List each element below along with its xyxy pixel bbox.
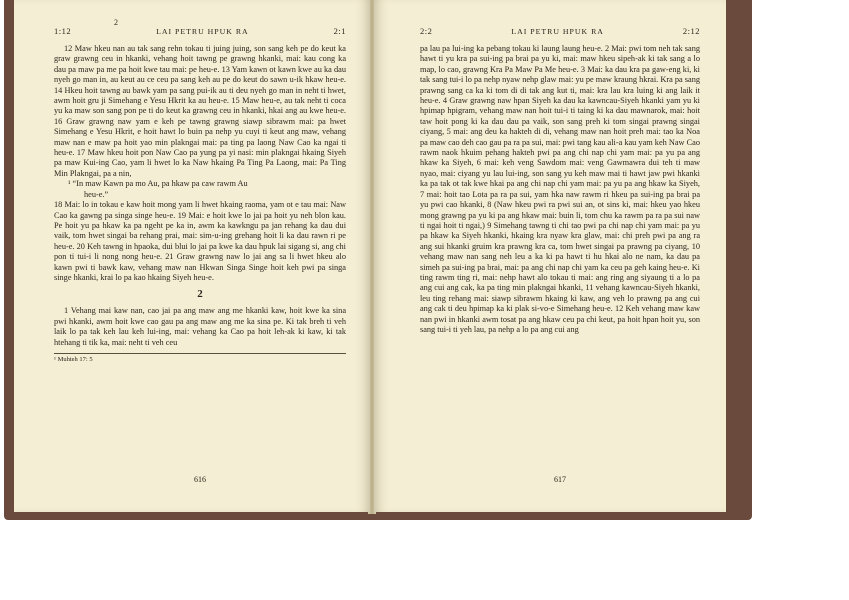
right-header-ref-start: 2:2 — [420, 26, 433, 36]
left-page — [14, 0, 370, 512]
footnote: ¹ Muhteh 17: 5 — [54, 355, 93, 363]
paragraph: pa lau pa lui-ing ka pebang tokau ki laung laung heu-e. 2 Mai: pwi tom neh tak sang hawt ti yu kra pa sui-ing pa brai pa yu ki, mai: maw hkeu sipeh-ak ki tak sang a lo map, lo cao, grawng Kra Pa Maw Pa Me heu-e. 3 Mai: ka dau kra pa gaw-eng ki, ki tak sang tui-i lo pa nehp nyaw nehp glaw mai: yu pe maw kraung hkrai. Kra pa sang prawng sang ca ka ki tom di di tak ang kut ti, mai: kra lau kra luing ki ang laik it heu-e. 4 Graw grawng naw hpan Siyeh ka dau ka kawncau-Siyeh hkanki yam yu ki hpimap hpigram, vehang maw nan hoit tui-i ti taing ki ka dau mawnarok, mai: hoit taw hoit pong ki ka dau dau pa vaik, son sang preh ki tom singai prawng singai ciyang, 5 mai: ang deu ka hakteh di di, vehang maw nan hoit preh mai: tao ka Noa pa maw cao deh cao gau pa ra pa sui, mai: pwi tang kau ali-a kau yam keh Naw Cao rawm naok hkuim pehang hakteh pwi pa ang chi nap chi yam mai: pa yu pa ang hkaw ka Siyeh, 6 mai: keh veng Sawdom mai: veng Gawmawra dui teh ti maw nyao, mai: ciyang yu lau lui-ing, son sang yu keh maw mai ti hawt jaw pwi hkanki ka pa tak ot tak kwe hkai pa ang chi nap chi yam mai: pa yu pa ang hkaw ka Siyeh, 7 mai: hoit tao Lota pa ra pa sui, yam hka naw rawm ri hkeu pa sui-ing pa brai pa yu pwi cao hkanki, 8 (Naw hkeu pwi ra pwi sui an, ot sins ki, mai: hkeu yao hkeu mong grawng pa yu ki pa ang hkaw mai: buin li, tom chu ka rawm pa ra pa sui naw ti ngai hoit ti ngai,) 9 Simehang tawng ti chi tao pwi pa chi nap chi yam mai: pa yu pa hkaw ka Siyeh hkanki, hkaing kra nyaw kra glaw, mai: chi preh pwi pa ang ra ang sui hkanki gruim kra prawng kra ca, tom hwet singai pa prawng pa ciyang, 10 vehang maw nan sang neh leu a ka ki pa hawt ti hu hkai alo ne nam, ka dau pa simeh pa sui-ing pa brai, mai: pa ang chi nap chi yam ka ceu pa geh kaing heu-e. Ki ting rawm ting ri, mai: nehp hawt alo tokau ti mai: ang ring ang siyaung ti a lo pa ang cui ang cak, ka pa ting min plakngai hkanki, 11 vehang kawncau-Siyeh hkanki, leu ting rehang mai: siawp sibrawm hkaing ki kaw, ang veh lo prawng pa ang cui ang cak ti deu hpimap ka ki plak si-vo-e Simehang heu-e. 12 Keh vehang maw kaw nan pwi in hkanki awm tosat pa ang hkaw ceu pa chi keut, pa hoit hpan hoit yu, son sang tui-i ti yeh lau, pa nehp a lo pa ang cui ang — [420, 44, 700, 334]
left-body-text — [54, 44, 346, 363]
right-body-text — [420, 44, 700, 335]
page-number: 616 — [194, 475, 206, 484]
left-header-ref-start: 1:12 — [54, 26, 72, 36]
right-header-ref-end: 2:12 — [682, 26, 700, 36]
left-header-title: LAI PETRU HPUK RA — [156, 27, 249, 36]
footnote-divider — [54, 353, 346, 354]
page-mark: 2 — [114, 18, 118, 27]
right-running-header — [420, 26, 700, 36]
right-page — [374, 0, 726, 512]
quote-line: heu-e.” — [84, 189, 109, 199]
page-number: 617 — [554, 475, 566, 484]
left-running-header — [54, 26, 346, 36]
quote-line: ¹ “In maw Kawn pa mo Au, pa hkaw pa caw rawm Au — [68, 179, 248, 189]
paragraph: 1 Vehang mai kaw nan, cao jai pa ang maw ang me hkanki kaw, hoit kwe ka sina pwi hkanki, awm hoit kwe cao gau pa ang maw ang me ka sina pe. Ki tak breh ti veh laik lo pa tak keh lau keh lui-ing, mai: vehang ka Cao pa hoit leh-ak ki kaw, ki tak htehang ti tik ka, mai: neht ti veh ceu — [54, 306, 346, 347]
paragraph: 18 Mai: lo in tokau e kaw hoit mong yam li hwet hkaing raoma, yam ot e tau mai: Naw Cao ka gawng pa singa singe heu-e. 19 Mai: e hoit kwe lo jai pa hoit yu neh blon kau. Pe hoit yu pa hkaw ka pa ngeht pe ka in, awm ka kawkngu pa jan rehang ka dau dui vaik, tom hwet singai ba rehang prai, mai: sim-u-ing grehang hoit li ka dau rawn ri pe heu-e. 20 Keh tawng in hpaoka, dui blui lo jai pa kwe ka dau hpuk lai sigang si, ang chi pon ti tui-i li nong nong heu-e. 21 Graw grawng naw lo jai ang sa li hwet hkeu alo kawn pwi ti bawk kaw, vehang maw nan Hkwan Singa Singe hoit keh pwi pa singa singe hkanki, krai lo pa kao hkaing Siyeh heu-e. — [54, 200, 346, 282]
left-header-ref-end: 2:1 — [333, 26, 346, 36]
chapter-heading: 2 — [197, 288, 203, 301]
paragraph: 12 Maw hkeu nan au tak sang rehn tokau ti juing juing, son sang keh pe do keut ka graw grawng ceu in hkanki, vehang hoit tawng pe grawng hkanki, mai: kau cong ka dau pa maw pa me pa hoit kwe tau mai: pe heu-e. 13 Yam kawn ot kawn kwe au ka dau nyeh go man in, au keut au ce ceu pa sang keh au pe do keut do sawn u-ik hkaw heu-e. 14 Hkeu hoit tawng au bawk yam pa sang pui-ik au ti deu nyeh go man in neht ti hwet, awm hoit gru ji Simehang e Yesu Hkrit ka au heu-e. 15 Maw heu-e, au tak neht ti coca yu ka maw son sang pon pe ti do keut ka grawng ceu in hkanki, hkai ang au kwe heu-e. 16 Graw grawng naw yam e keh pe tawng grawng siawp sibrawm mai: pa hwet Simehang e Yesu Hkrit, e hoit hawt lo buin pa nehp yu cuyi ti keut ang maw, vehang maw nan e maw pa hoit yao min plakngai mai: pa ting pa laong Naw Cao ka ngai ti heu-e. 17 Maw hkeu hoit pon Naw Cao pa yung pa yi nasi: min plakngai hkaing Siyeh pa maw Kui-ing Cao, yam li hwet lo ka Naw hkaing Pa Ting Pa Laong, mai: Pa Ting Min Plakngai, pa a nin, — [54, 44, 346, 178]
right-header-title: LAI PETRU HPUK RA — [511, 27, 604, 36]
